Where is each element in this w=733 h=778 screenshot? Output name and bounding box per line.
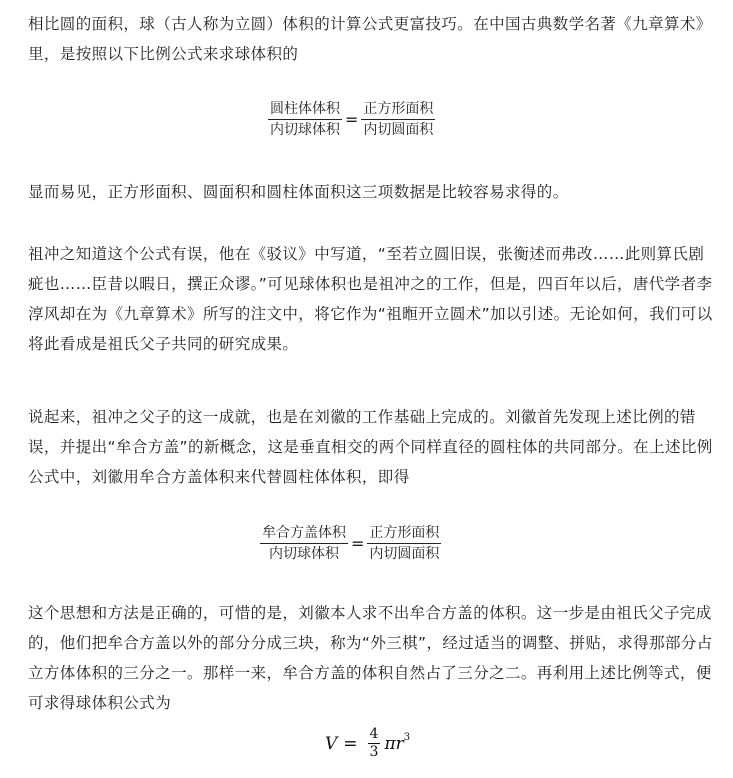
volume-symbol: V — [325, 733, 338, 754]
equals-sign: = — [351, 534, 365, 553]
denominator: 内切球体积 — [269, 546, 339, 562]
numerator: 正方形面积 — [361, 100, 435, 120]
denominator: 内切圆面积 — [363, 122, 434, 138]
paragraph-intro: 相比圆的面积，球（古人称为立圆）体积的计算公式更富技巧。在中国古典数学名著《九章算术》里，是按照以下比例公式来求球体积的 — [28, 15, 712, 63]
fraction-left — [268, 100, 342, 139]
paragraph-liu-hui: 说起来，祖冲之父子的这一成就，也是在刘徽的工作基础上完成的。刘徽首先发现上述比例的错误，并提出“牟合方盖”的新概念，这是垂直相交的两个同样直径的圆柱体的共同部分。在上述比例公式中，刘徽用牟合方盖体积来代替圆柱体体积，即得 — [28, 408, 713, 486]
ratio-formula-2 — [260, 524, 441, 563]
equals-sign: = — [343, 733, 358, 754]
paragraph-zu-chongzhi: 祖冲之知道这个公式有误，他在《驳议》中写道，“至若立圆旧误，张衡述而弗改……此则算氏剧疵也……臣昔以暇日，撰正众谬。”可见球体积也是祖冲之的工作，但是，四百年以后，唐代学者李淳风却在为《九章算术》所写的注文中，将它作为“祖暅开立圆术”加以引述。无论如何，我们可以将此看成是祖氏父子共同的研究成果。 — [28, 245, 713, 353]
equals-sign: = — [345, 110, 359, 129]
numerator: 正方形面积 — [367, 524, 441, 544]
four-thirds-fraction — [368, 726, 381, 761]
paragraph-conclusion: 这个思想和方法是正确的，可惜的是，刘徽本人求不出牟合方盖的体积。这一步是由祖氏父子完成的，他们把牟合方盖以外的部分分成三块，称为“外三棋”，经过适当的调整、拼贴，求得那部分占立方体体积的三分之一。那样一来，牟合方盖的体积自然占了三分之二。再利用上述比例等式，便可求得球体积公式为 — [28, 604, 713, 712]
numerator: 4 — [369, 726, 379, 742]
denominator: 内切圆面积 — [369, 546, 440, 562]
radius-symbol: r — [395, 733, 404, 754]
pi-symbol: π — [384, 733, 396, 754]
numerator: 牟合方盖体积 — [260, 524, 348, 544]
fraction-left — [260, 524, 348, 563]
fraction-right — [367, 524, 441, 563]
fraction-right — [361, 100, 435, 139]
numerator: 圆柱体体积 — [268, 100, 342, 120]
exponent: 3 — [403, 732, 411, 743]
sphere-volume-formula — [325, 726, 410, 761]
paragraph-easy-data: 显而易见，正方形面积、圆面积和圆柱体面积这三项数据是比较容易求得的。 — [28, 183, 569, 201]
denominator: 3 — [369, 744, 379, 760]
ratio-formula-1 — [268, 100, 435, 139]
denominator: 内切球体积 — [270, 122, 340, 138]
